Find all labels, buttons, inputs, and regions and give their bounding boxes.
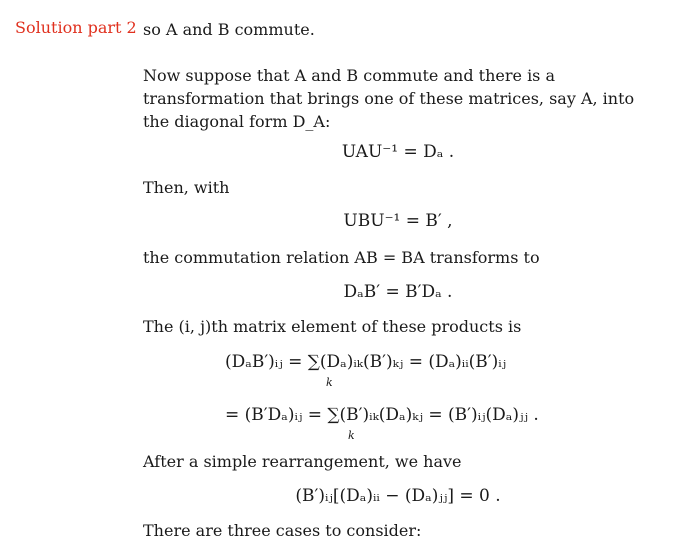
equation-diagonalize-a: UAU⁻¹ = Dₐ . bbox=[341, 142, 455, 162]
section-label: Solution part 2 bbox=[15, 18, 137, 37]
paragraph-transformation: Now suppose that A and B commute and there is a transformation that brings one of these matrices, say A, into the diagonal form D_A: bbox=[143, 66, 635, 131]
paragraph-commutation: the commutation relation AB = BA transforms to bbox=[143, 248, 540, 267]
paragraph-then-with: Then, with bbox=[143, 178, 230, 197]
equation-transform-b: UBU⁻¹ = B′ , bbox=[343, 211, 453, 231]
paragraph-matrix-element: The (i, j)th matrix element of these products is bbox=[143, 317, 522, 336]
sum-index-2: k bbox=[348, 429, 355, 442]
paragraph-three-cases: There are three cases to consider: bbox=[143, 521, 422, 540]
equation-product-left: (DₐB′)ᵢⱼ = ∑(Dₐ)ᵢₖ(B′)ₖⱼ = (Dₐ)ᵢᵢ(B′)ᵢⱼ bbox=[225, 352, 507, 372]
paragraph-rearrangement: After a simple rearrangement, we have bbox=[143, 452, 462, 471]
equation-rearranged: (B′)ᵢⱼ[(Dₐ)ᵢᵢ − (Dₐ)ⱼⱼ] = 0 . bbox=[295, 486, 501, 506]
sum-index-1: k bbox=[326, 376, 333, 389]
equation-commutation-transformed: DₐB′ = B′Dₐ . bbox=[343, 282, 453, 302]
text-line-commute: so A and B commute. bbox=[143, 20, 315, 39]
equation-product-right: = (B′Dₐ)ᵢⱼ = ∑(B′)ᵢₖ(Dₐ)ₖⱼ = (B′)ᵢⱼ(Dₐ)ⱼⱼ . bbox=[225, 405, 539, 425]
